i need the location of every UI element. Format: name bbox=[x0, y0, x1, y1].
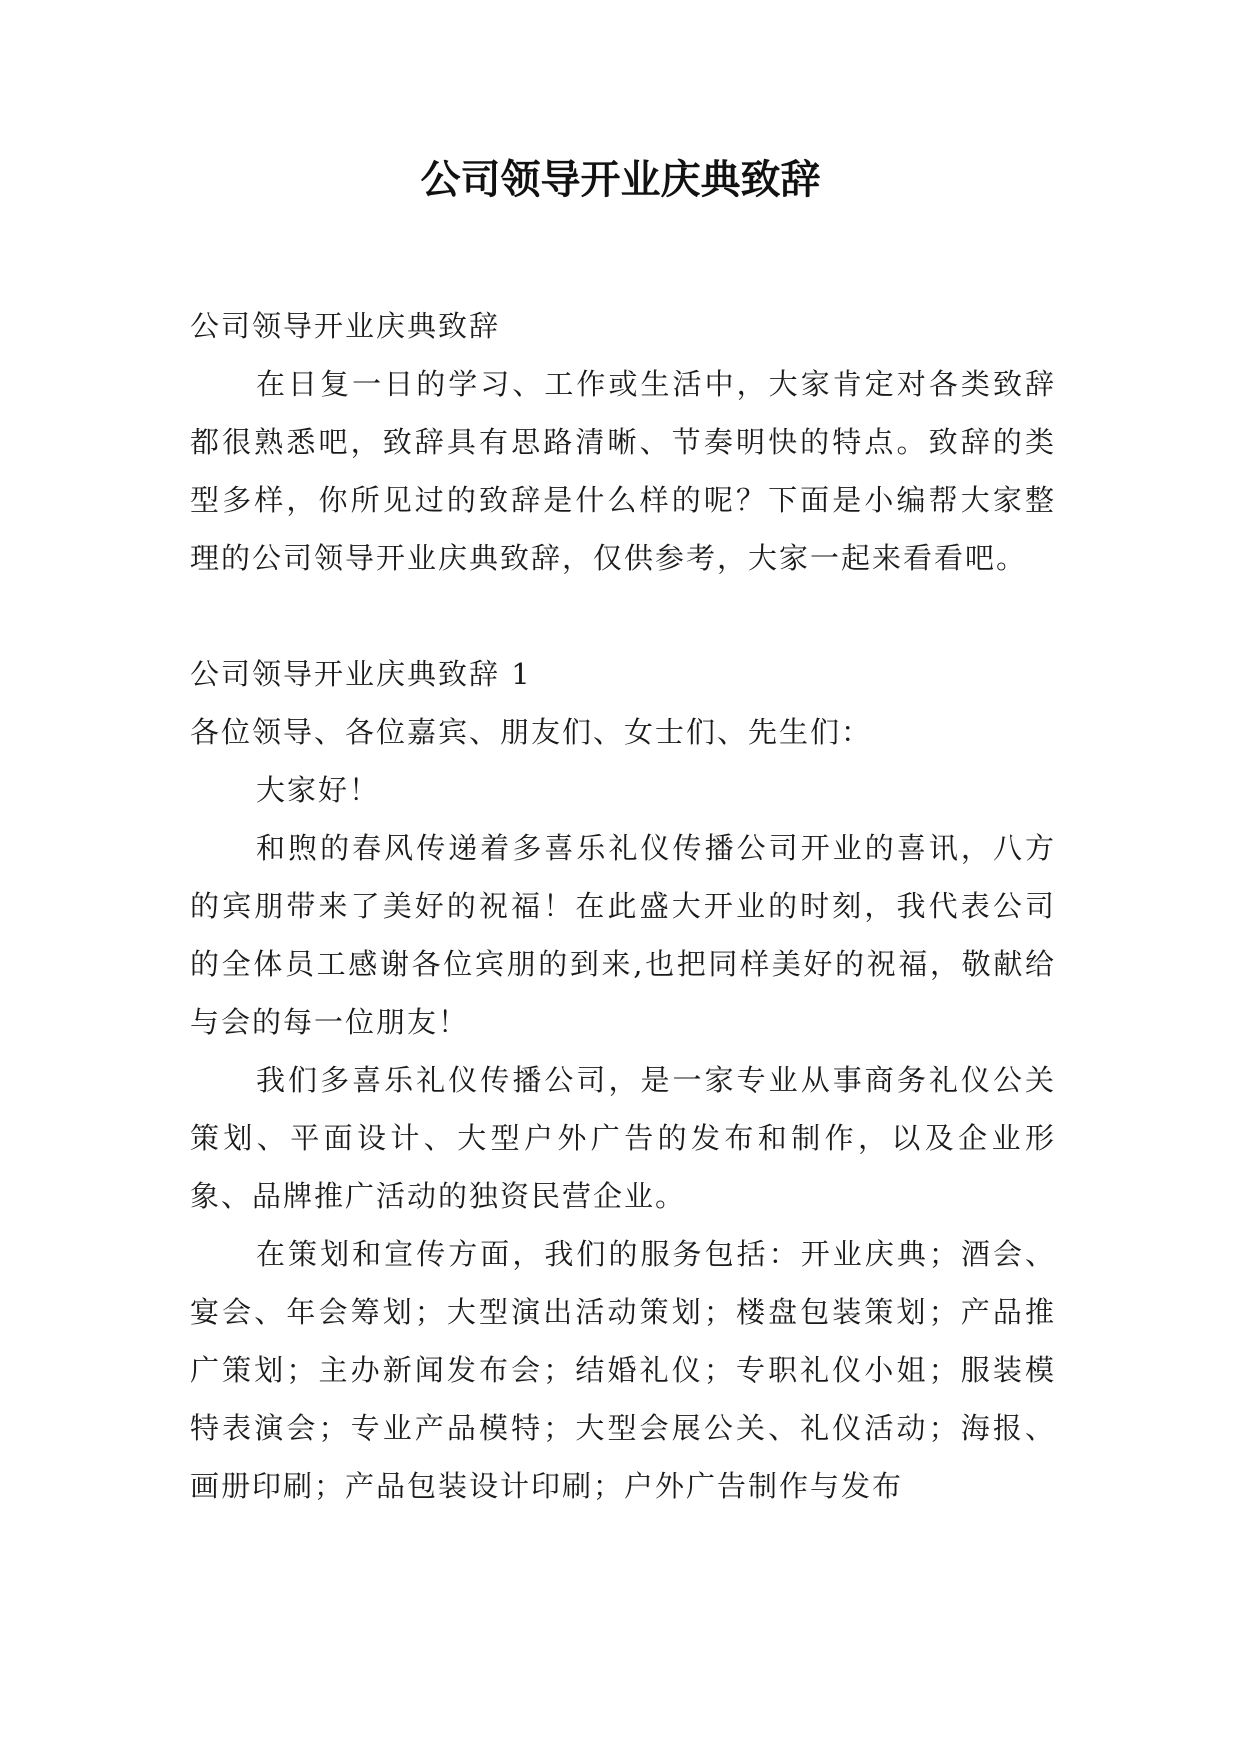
document-title: 公司领导开业庆典致辞 bbox=[420, 157, 821, 203]
body-paragraph: 和煦的春风传递着多喜乐礼仪传播公司开业的喜讯，八方的宾朋带来了美好的祝福！在此盛大开业的时刻，我代表公司的全体员工感谢各位宾朋的到来,也把同样美好的祝福，敬献给与会的每一位朋友！ bbox=[190, 831, 1056, 1039]
salutation: 各位领导、各位嘉宾、朋友们、女士们、先生们： bbox=[190, 715, 873, 749]
section-gap bbox=[190, 587, 1056, 645]
body-paragraph: 在策划和宣传方面，我们的服务包括：开业庆典；酒会、宴会、年会筹划；大型演出活动策划；楼盘包装策划；产品推广策划；主办新闻发布会；结婚礼仪；专职礼仪小姐；服装模特表演会；专业产品模特；大型会展公关、礼仪活动；海报、画册印刷；产品包装设计印刷；户外广告制作与发布 bbox=[190, 1237, 1056, 1503]
greeting: 大家好！ bbox=[256, 773, 381, 807]
intro-paragraph: 在日复一日的学习、工作或生活中，大家肯定对各类致辞都很熟悉吧，致辞具有思路清晰、节奏明快的特点。致辞的类型多样，你所见过的致辞是什么样的呢？下面是小编帮大家整理的公司领导开业庆典致辞，仅供参考，大家一起来看看吧。 bbox=[190, 367, 1056, 575]
body-paragraph: 我们多喜乐礼仪传播公司，是一家专业从事商务礼仪公关策划、平面设计、大型户外广告的发布和制作，以及企业形象、品牌推广活动的独资民营企业。 bbox=[190, 1063, 1056, 1213]
document-body bbox=[190, 297, 1056, 1515]
document-subtitle: 公司领导开业庆典致辞 bbox=[190, 309, 501, 343]
section-heading: 公司领导开业庆典致辞 1 bbox=[190, 657, 532, 691]
